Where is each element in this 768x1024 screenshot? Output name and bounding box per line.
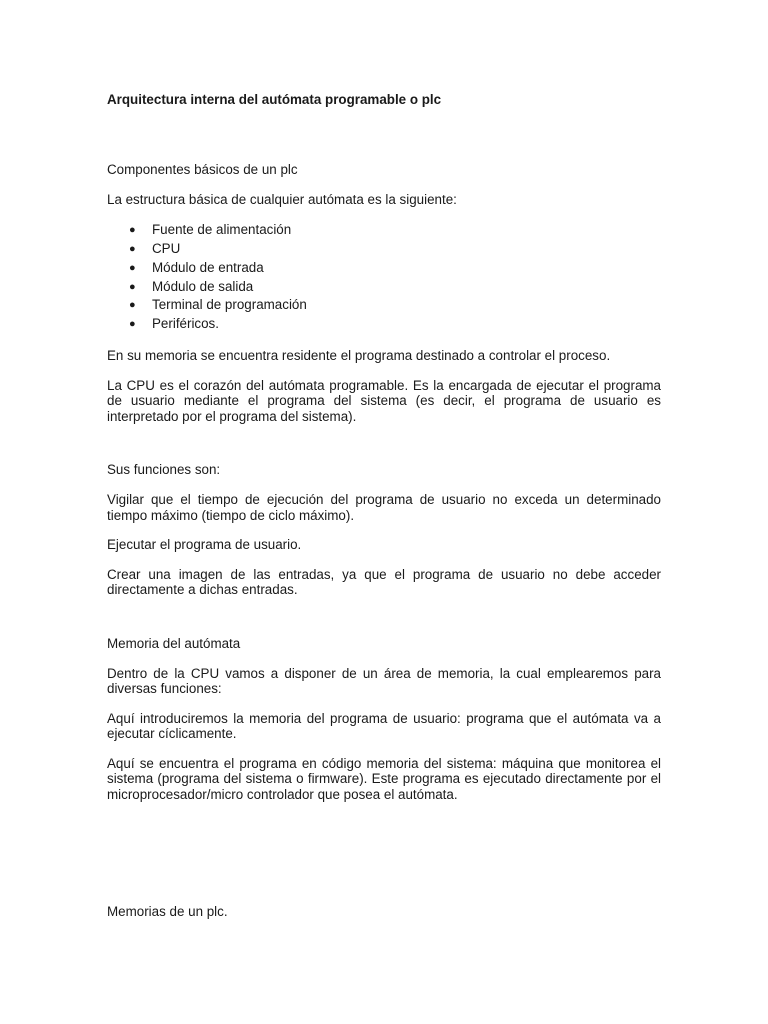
heading-componentes: Componentes básicos de un plc (107, 162, 298, 177)
document-title: Arquitectura interna del autómata programable o plc (107, 92, 442, 107)
heading-funciones: Sus funciones son: (107, 462, 221, 478)
list-item (107, 296, 661, 315)
list-item (107, 315, 661, 334)
paragraph-crear-imagen: Crear una imagen de las entradas, ya que el programa de usuario no debe acceder directamente a dichas entradas. (107, 566, 661, 598)
heading-memorias: Memorias de un plc. (107, 903, 228, 919)
bullet-icon: ● (129, 224, 136, 237)
list-item (107, 259, 661, 278)
list-item-label: Terminal de programación (152, 297, 307, 313)
list-item-label: Módulo de entrada (152, 259, 264, 275)
bullet-icon: ● (129, 299, 136, 312)
heading-memoria: Memoria del autómata (107, 635, 241, 651)
list-item-label: Fuente de alimentación (152, 222, 292, 238)
bullet-icon: ● (129, 261, 136, 274)
components-list (107, 221, 661, 334)
bullet-icon: ● (129, 318, 136, 331)
list-item-label: CPU (152, 240, 181, 256)
list-item (107, 240, 661, 259)
bullet-icon: ● (129, 280, 136, 293)
list-item-label: Periféricos. (152, 316, 219, 332)
list-item (107, 278, 661, 297)
paragraph-estructura-intro: La estructura básica de cualquier autómata es la siguiente: (107, 191, 457, 207)
paragraph-cpu-corazon: La CPU es el corazón del autómata programable. Es la encargada de ejecutar el programa de usuario mediante el programa del sistema (es decir, el programa de usuario es interpretado por el programa del sistema). (107, 377, 661, 424)
paragraph-aqui-encuentra: Aquí se encuentra el programa en código memoria del sistema: máquina que monitorea el sistema (programa del sistema o firmware). Este programa es ejecutado directamente por el microprocesador/micro controlador que posea el autómata. (107, 755, 661, 803)
paragraph-memoria-residente: En su memoria se encuentra residente el programa destinado a controlar el proceso. (107, 347, 611, 363)
document-body (107, 92, 661, 933)
paragraph-aqui-introduciremos: Aquí introduciremos la memoria del programa de usuario: programa que el autómata va a ejecutar cíclicamente. (107, 710, 661, 742)
paragraph-ejecutar: Ejecutar el programa de usuario. (107, 537, 302, 553)
list-item (107, 221, 661, 240)
paragraph-vigilar: Vigilar que el tiempo de ejecución del programa de usuario no exceda un determinado tiempo máximo (tiempo de ciclo máximo). (107, 491, 661, 523)
list-item-label: Módulo de salida (152, 278, 254, 294)
paragraph-dentro-cpu: Dentro de la CPU vamos a disponer de un área de memoria, la cual emplearemos para diversas funciones: (107, 665, 661, 697)
bullet-icon: ● (129, 242, 136, 255)
